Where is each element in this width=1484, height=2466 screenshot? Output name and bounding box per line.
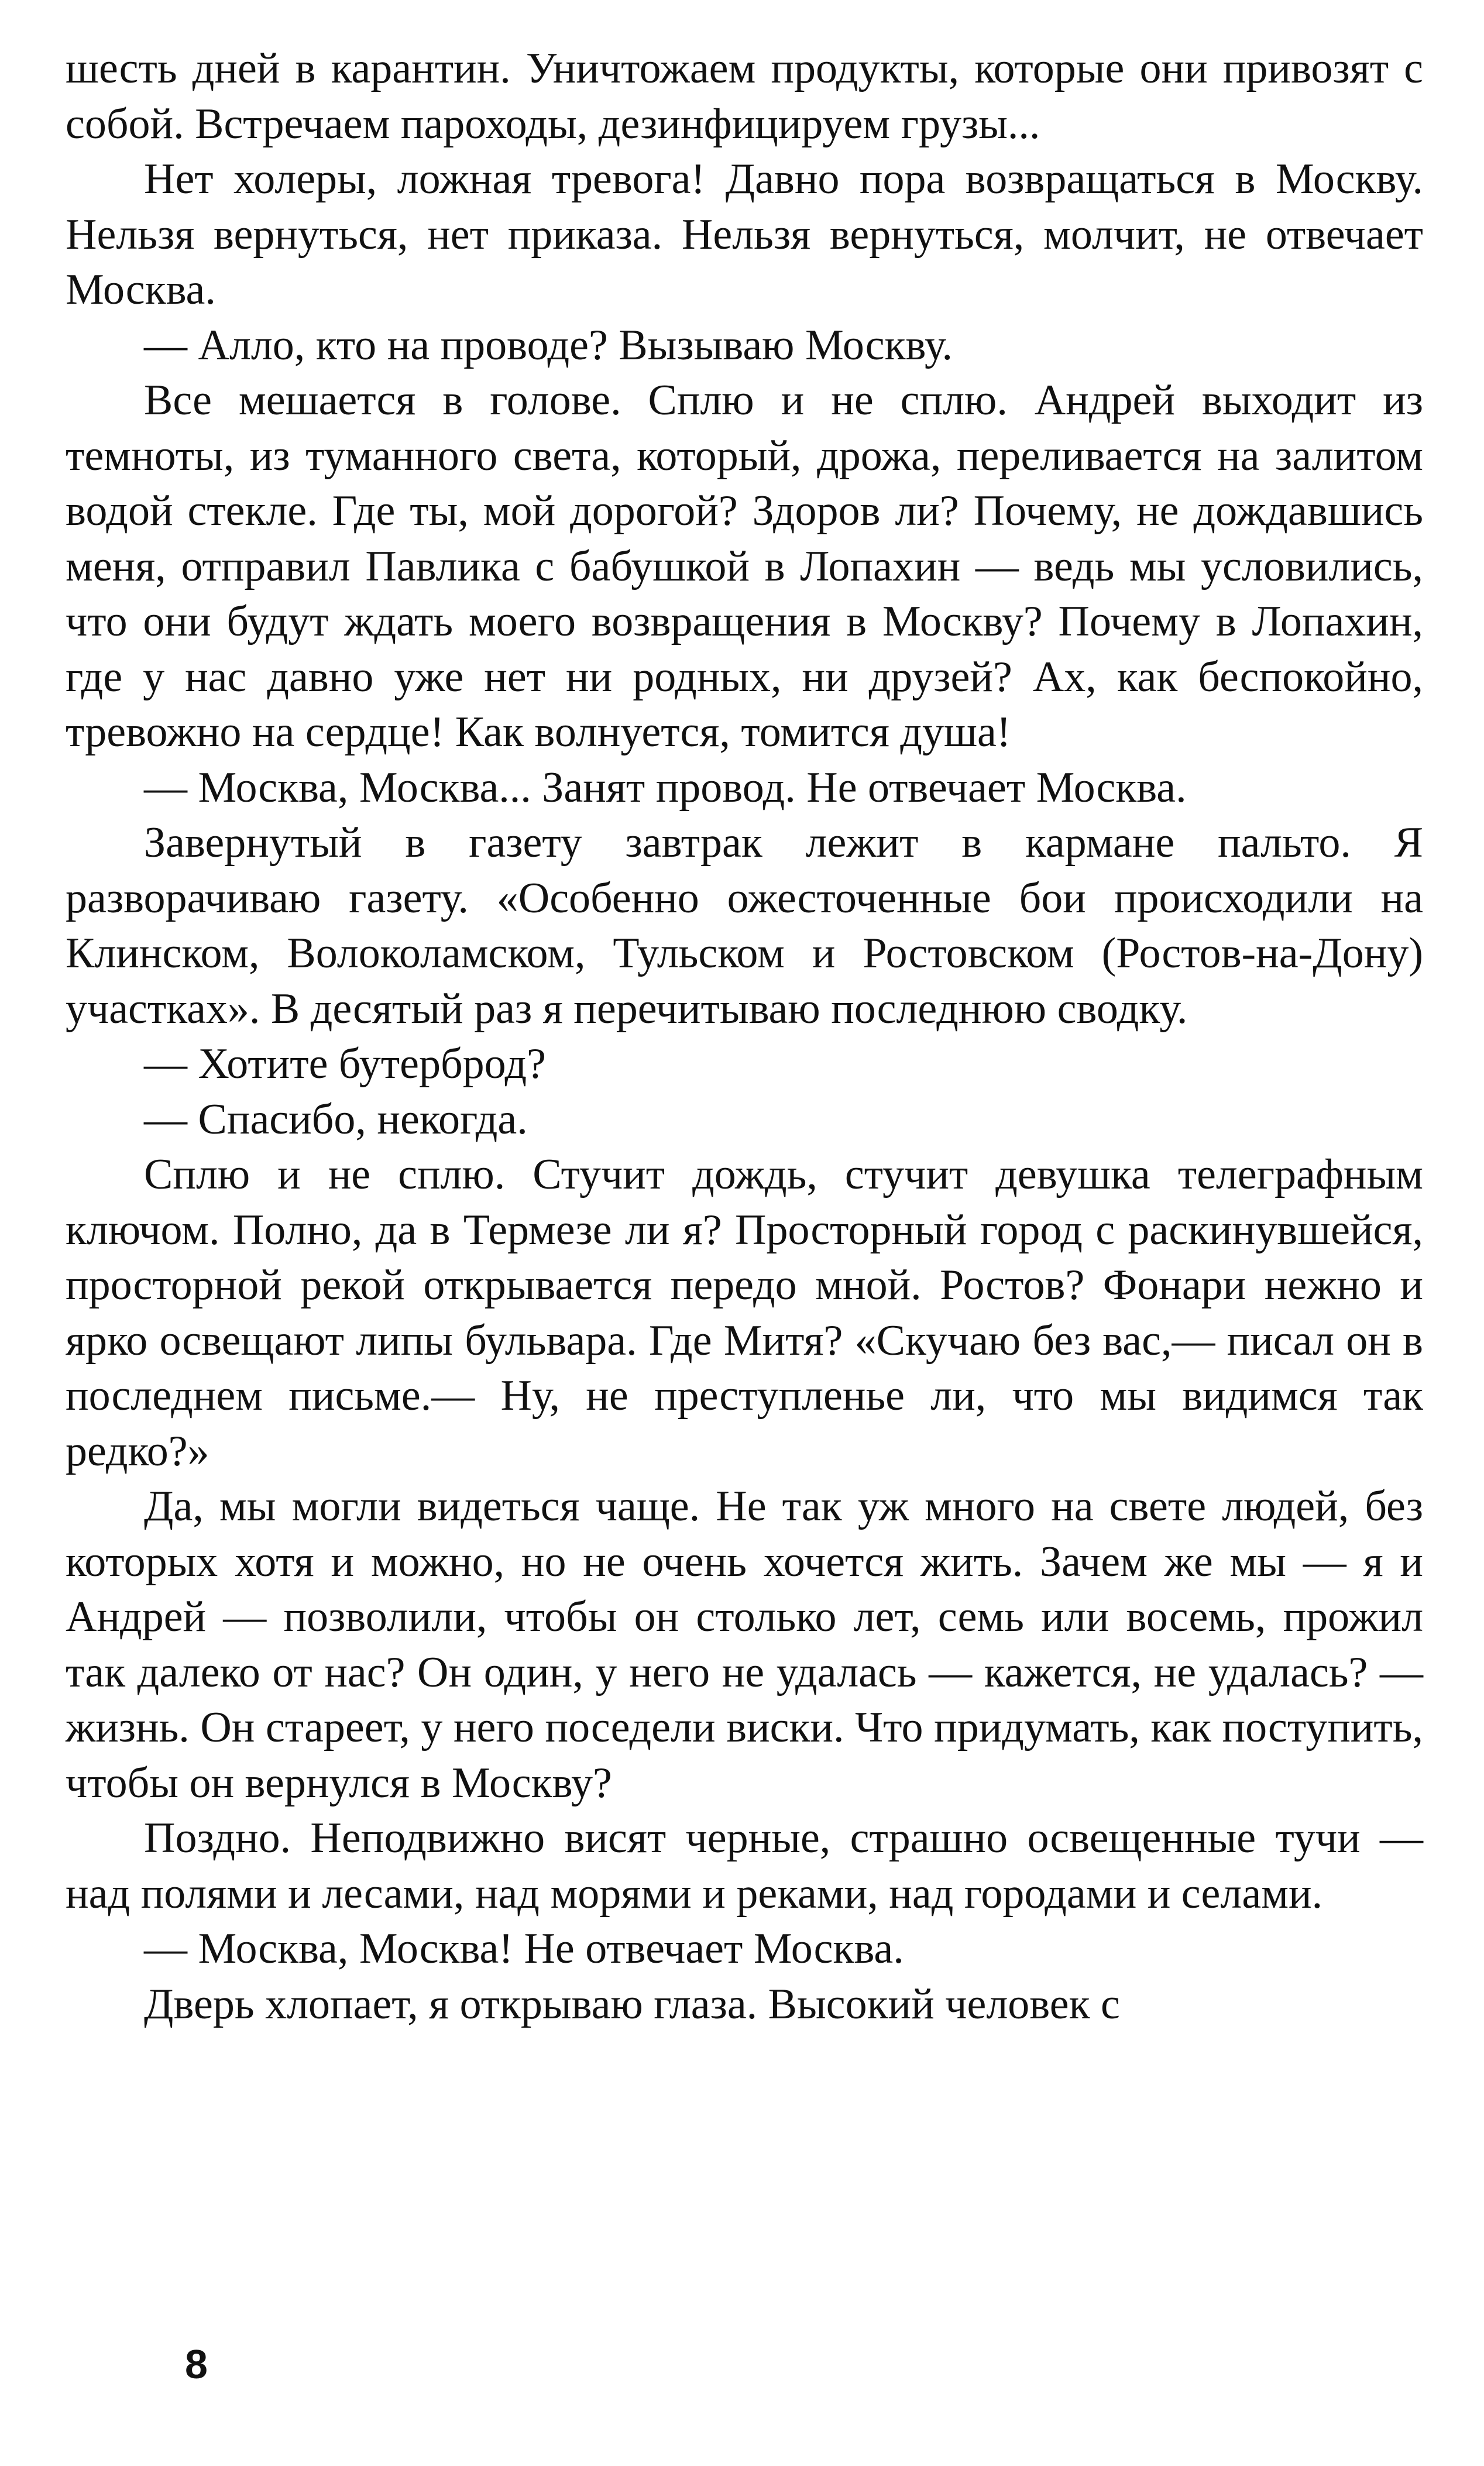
paragraph-11: Поздно. Неподвижно висят черные, страшно освещенные тучи — над полями и лесами, над морями и реками, над городами и селами.: [66, 1814, 1423, 1918]
book-page: [66, 41, 1423, 2382]
paragraph-9: Сплю и не сплю. Стучит дождь, стучит девушка телеграфным ключом. Полно, да в Термезе ли я? Просторный город с раскинувшейся, просторной рекой открывается передо мной. Ростов? Фонари нежно и ярко освещают липы бульвара. Где Митя? «Скучаю без вас,— писал он в последнем письме.— Ну, не преступленье ли, что мы видимся так редко?»: [66, 1150, 1423, 1475]
paragraph-12: — Москва, Москва! Не отвечает Москва.: [144, 1925, 904, 1973]
page-number: 8: [185, 2341, 208, 2387]
paragraph-1: шесть дней в карантин. Уничтожаем продукты, которые они привозят с собой. Встречаем пароходы, дезинфицируем грузы...: [66, 44, 1423, 148]
paragraph-10: Да, мы могли видеться чаще. Не так уж много на свете людей, без которых хотя и можно, но не очень хочется жить. Зачем же мы — я и Андрей — позволили, чтобы он столько лет, семь или восемь, прожил так далеко от нас? Он один, у него не удалась — кажется, не удалась? — жизнь. Он стареет, у него поседели виски. Что придумать, как поступить, чтобы он вернулся в Москву?: [66, 1482, 1423, 1807]
paragraph-2: Нет холеры, ложная тревога! Давно пора возвращаться в Москву. Нельзя вернуться, нет приказа. Нельзя вернуться, молчит, не отвечает Москва.: [66, 155, 1423, 314]
paragraph-13: Дверь хлопает, я открываю глаза. Высокий человек с: [144, 1980, 1120, 2028]
paragraph-8: — Спасибо, некогда.: [144, 1095, 528, 1143]
paragraph-5: — Москва, Москва... Занят провод. Не отвечает Москва.: [144, 763, 1187, 812]
paragraph-6: Завернутый в газету завтрак лежит в кармане пальто. Я разворачиваю газету. «Особенно ожесточенные бои происходили на Клинском, Волоколамском, Тульском и Ростовском (Ростов-на-Дону) участках». В десятый раз я перечитываю последнюю сводку.: [66, 819, 1423, 1033]
paragraph-3: — Алло, кто на проводе? Вызываю Москву.: [144, 321, 953, 369]
paragraph-7: — Хотите бутерброд?: [144, 1040, 546, 1088]
paragraph-4: Все мешается в голове. Сплю и не сплю. Андрей выходит из темноты, из туманного света, который, дрожа, переливается на залитом водой стекле. Где ты, мой дорогой? Здоров ли? Почему, не дождавшись меня, отправил Павлика с бабушкой в Лопахин — ведь мы условились, что они будут ждать моего возвращения в Москву? Почему в Лопахин, где у нас давно уже нет ни родных, ни друзей? Ах, как беспокойно, тревожно на сердце! Как волнуется, томится душа!: [66, 376, 1423, 756]
